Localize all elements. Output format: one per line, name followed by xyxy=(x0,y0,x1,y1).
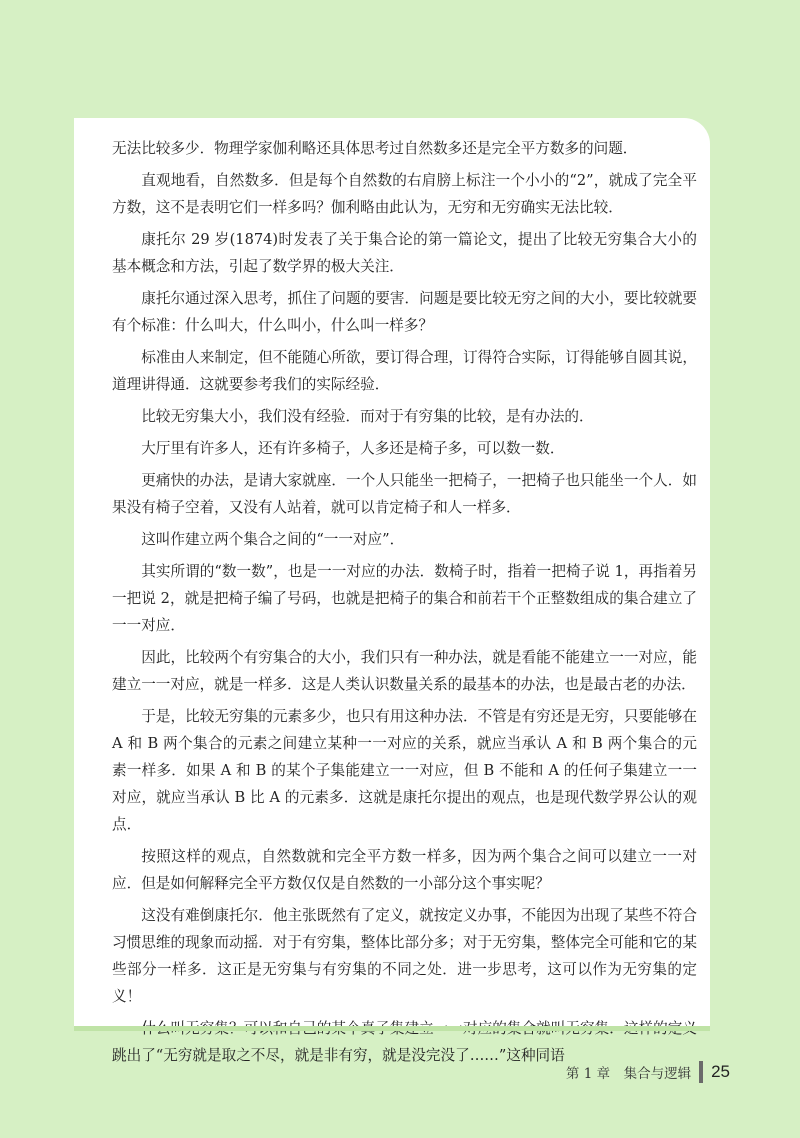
paragraph-14: 这没有难倒康托尔．他主张既然有了定义，就按定义办事，不能因为出现了某些不符合习惯思维的现象而动摇．对于有穷集，整体比部分多；对于无穷集，整体完全可能和它的某些部分一样多．这正是无穷集与有穷集的不同之处．进一步思考，这可以作为无穷集的定义！ xyxy=(112,907,697,1005)
paragraph-7: 大厅里有许多人，还有许多椅子，人多还是椅子多，可以数一数． xyxy=(141,440,565,457)
body-text xyxy=(112,135,697,1074)
paragraph-8: 更痛快的办法，是请大家就座．一个人只能坐一把椅子，一把椅子也只能坐一个人．如果没有椅子空着，又没有人站着，就可以肯定椅子和人一样多． xyxy=(112,472,697,516)
page-footer xyxy=(566,1060,730,1084)
paragraph-12: 于是，比较无穷集的元素多少，也只有用这种办法．不管是有穷还是无穷，只要能够在 A 和 B 两个集合的元素之间建立某种一一对应的关系，就应当承认 A 和 B 两个集合的元素一样多．如果 A 和 B 的某个子集能建立一一对应，但 B 不能和 A 的任何子集建立一一对应，就应当承认 B 比 A 的元素多．这就是康托尔提出的观点，也是现代数学界公认的观点． xyxy=(112,708,697,833)
paragraph-3: 康托尔 29 岁(1874)时发表了关于集合论的第一篇论文，提出了比较无穷集合大小的基本概念和方法，引起了数学界的极大关注． xyxy=(112,231,697,275)
paragraph-6: 比较无穷集大小，我们没有经验．而对于有穷集的比较，是有办法的． xyxy=(141,408,594,425)
paragraph-11: 因此，比较两个有穷集合的大小，我们只有一种办法，就是看能不能建立一一对应，能建立一一对应，就是一样多．这是人类认识数量关系的最基本的办法，也是最古老的办法． xyxy=(112,649,697,693)
chapter-label: 第 1 章 集合与逻辑 xyxy=(565,1066,692,1082)
footer-divider xyxy=(699,1061,703,1083)
paragraph-9: 这叫作建立两个集合之间的“一一对应”． xyxy=(141,531,405,548)
paragraph-10: 其实所谓的“数一数”，也是一一对应的办法．数椅子时，指着一把椅子说 1，再指着另一把说 2，就是把椅子编了号码，也就是把椅子的集合和前若干个正整数组成的集合建立了一一对应． xyxy=(112,563,697,634)
paragraph-13: 按照这样的观点，自然数就和完全平方数一样多，因为两个集合之间可以建立一一对应．但是如何解释完全平方数仅仅是自然数的一小部分这个事实呢？ xyxy=(112,848,697,892)
paragraph-4: 康托尔通过深入思考，抓住了问题的要害．问题是要比较无穷之间的大小，要比较就要有个标准：什么叫大，什么叫小，什么叫一样多？ xyxy=(112,290,697,334)
paragraph-15: 跳出了“无穷就是取之不尽，就是非有穷，就是没完没了……”这种同语 xyxy=(112,1047,565,1064)
bottom-rule xyxy=(74,1026,710,1031)
paragraph-1: 无法比较多少．物理学家伽利略还具体思考过自然数多还是完全平方数多的问题． xyxy=(112,140,638,157)
paragraph-5: 标准由人来制定，但不能随心所欲，要订得合理，订得符合实际，订得能够自圆其说，道理讲得通．这就要参考我们的实际经验． xyxy=(112,349,697,393)
page-number: 25 xyxy=(711,1062,730,1081)
paragraph-2: 直观地看，自然数多．但是每个自然数的右肩膀上标注一个小小的“2”，就成了完全平方数，这不是表明它们一样多吗？伽利略由此认为，无穷和无穷确实无法比较． xyxy=(112,172,697,216)
